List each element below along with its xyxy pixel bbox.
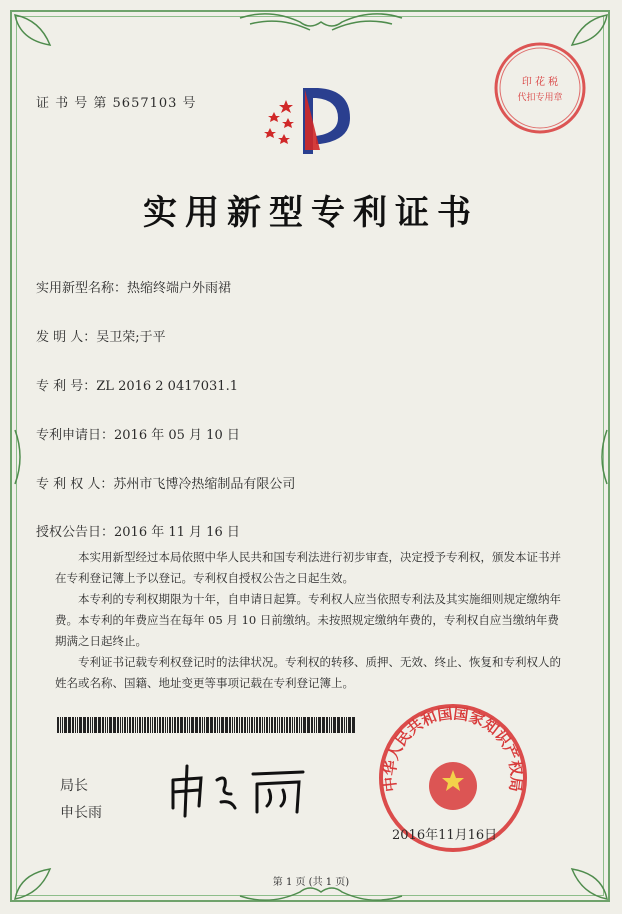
barcode-bar — [75, 717, 76, 733]
barcode-bar — [294, 717, 295, 733]
barcode-bar — [232, 717, 233, 733]
barcode-bar — [221, 717, 223, 733]
field-value: 热缩终端户外雨裙 — [127, 281, 232, 296]
director-title: 局长 — [60, 778, 88, 794]
field-value: 2016 年 05 月 10 日 — [114, 428, 240, 443]
barcode-bar — [105, 717, 106, 733]
barcode-bar — [211, 717, 212, 733]
barcode-bar — [135, 717, 136, 733]
barcode-bar — [352, 717, 353, 733]
barcode-bar — [83, 717, 84, 733]
barcode-bar — [316, 717, 317, 733]
barcode-bar — [87, 717, 89, 733]
barcode-bar — [229, 717, 231, 733]
page-title: 实用新型专利证书 — [143, 193, 479, 233]
barcode-bar — [120, 717, 121, 733]
barcode-bar — [277, 717, 278, 733]
barcode-bar — [217, 717, 218, 733]
paragraph-grant: 本实用新型经过本局依照中华人民共和国专利法进行初步审查，决定授予专利权，颁发本证书并在专利登记簿上予以登记。专利权自授权公告之日起生效。 — [55, 550, 561, 585]
barcode-bar — [132, 717, 134, 733]
barcode-bar — [214, 717, 216, 733]
barcode-bar — [219, 717, 220, 733]
paragraph-term: 本专利的专利权期限为十年，自申请日起算。专利权人应当依照专利法及其实施细则规定缴纳年费。本专利的年费应当在每年 05 月 10 日前缴纳。未按照规定缴纳年费的，专利权自应当缴纳年费期满之日起终止。 — [55, 592, 561, 648]
field-value: 2016 年 11 月 16 日 — [114, 525, 240, 540]
field-label: 专利申请日： — [36, 428, 115, 443]
barcode-bar — [167, 717, 168, 733]
barcode-bar — [189, 717, 190, 733]
field-value: ZL 2016 2 0417031.1 — [96, 379, 238, 394]
barcode-bar — [296, 717, 298, 733]
barcode-bar — [107, 717, 108, 733]
barcode-bar — [117, 717, 119, 733]
barcode-bar — [99, 717, 100, 733]
barcode-bar — [264, 717, 265, 733]
patent-office-logo — [258, 78, 368, 158]
barcode-bar — [109, 717, 111, 733]
barcode-bar — [191, 717, 193, 733]
barcode-bar — [322, 717, 323, 733]
barcode-bar — [311, 717, 313, 733]
barcode-bar — [187, 717, 188, 733]
field-label: 授权公告日： — [36, 525, 115, 540]
barcode-bar — [159, 717, 160, 733]
barcode-bar — [57, 717, 59, 733]
barcode-bar — [180, 717, 181, 733]
field-label: 专 利 权 人： — [36, 477, 114, 492]
barcode-bar — [114, 717, 115, 733]
barcode-bar — [262, 717, 263, 733]
barcode-bar — [129, 717, 130, 733]
barcode-bar — [172, 717, 173, 733]
barcode-bar — [266, 717, 268, 733]
barcode-bar — [256, 717, 257, 733]
barcode-bar — [202, 717, 203, 733]
barcode-bar — [124, 717, 126, 733]
certificate-body — [55, 547, 565, 694]
barcode-bar — [308, 717, 309, 733]
barcode-bar — [204, 717, 205, 733]
svg-text:代扣专用章: 代扣专用章 — [517, 93, 563, 103]
barcode-bar — [323, 717, 324, 733]
barcode-bar — [94, 717, 96, 733]
barcode-bar — [292, 717, 293, 733]
barcode-bar — [139, 717, 141, 733]
barcode-bar — [284, 717, 285, 733]
page-number: 第 1 页 (共 1 页) — [272, 877, 350, 888]
barcode-bar — [314, 717, 315, 733]
barcode-bar — [333, 717, 335, 733]
barcode — [57, 717, 355, 733]
barcode-bar — [199, 717, 201, 733]
barcode-bar — [249, 717, 250, 733]
barcode-bar — [72, 717, 74, 733]
barcode-bar — [154, 717, 156, 733]
svg-text:印 花 税: 印 花 税 — [521, 77, 559, 88]
barcode-bar — [144, 717, 145, 733]
field-patent-number — [36, 375, 238, 394]
barcode-bar — [77, 717, 78, 733]
barcode-bar — [234, 717, 235, 733]
barcode-bar — [69, 717, 70, 733]
field-label: 发 明 人： — [36, 330, 97, 345]
barcode-bar — [289, 717, 291, 733]
field-patentee — [36, 473, 295, 492]
barcode-bar — [279, 717, 280, 733]
barcode-bar — [274, 717, 276, 733]
barcode-bar — [62, 717, 63, 733]
barcode-bar — [174, 717, 175, 733]
field-grant-date — [36, 521, 240, 540]
barcode-bar — [165, 717, 166, 733]
barcode-bar — [259, 717, 261, 733]
barcode-bar — [346, 717, 347, 733]
barcode-bar — [344, 717, 345, 733]
barcode-bar — [247, 717, 248, 733]
barcode-bar — [331, 717, 332, 733]
barcode-bar — [337, 717, 338, 733]
barcode-bar — [90, 717, 91, 733]
barcode-bar — [269, 717, 270, 733]
barcode-bar — [326, 717, 328, 733]
barcode-bar — [271, 717, 272, 733]
barcode-bar — [210, 717, 211, 733]
barcode-bar — [286, 717, 287, 733]
barcode-bar — [303, 717, 305, 733]
barcode-bar — [157, 717, 158, 733]
barcode-bar — [147, 717, 149, 733]
barcode-bar — [152, 717, 153, 733]
barcode-bar — [113, 717, 114, 733]
barcode-bar — [225, 717, 226, 733]
barcode-bar — [142, 717, 143, 733]
barcode-bar — [206, 717, 208, 733]
field-value: 吴卫荣;于平 — [96, 330, 166, 345]
barcode-bar — [341, 717, 343, 733]
barcode-bar — [150, 717, 151, 733]
field-label: 专 利 号： — [36, 379, 97, 394]
barcode-bar — [244, 717, 246, 733]
barcode-bar — [254, 717, 255, 733]
barcode-bar — [102, 717, 104, 733]
tax-stamp-seal — [492, 40, 588, 136]
barcode-bar — [307, 717, 308, 733]
barcode-bar — [239, 717, 240, 733]
barcode-bar — [68, 717, 69, 733]
field-application-date — [36, 424, 240, 443]
certificate-number: 证 书 号 第 5657103 号 — [36, 96, 197, 111]
barcode-bar — [353, 717, 354, 733]
barcode-bar — [329, 717, 330, 733]
barcode-bar — [60, 717, 61, 733]
barcode-bar — [196, 717, 197, 733]
barcode-bar — [169, 717, 171, 733]
barcode-bar — [301, 717, 302, 733]
director-signature — [165, 760, 315, 820]
barcode-bar — [122, 717, 123, 733]
barcode-bar — [137, 717, 138, 733]
barcode-bar — [338, 717, 339, 733]
field-inventor — [36, 326, 166, 345]
barcode-bar — [251, 717, 253, 733]
barcode-bar — [281, 717, 283, 733]
barcode-bar — [226, 717, 227, 733]
barcode-bar — [299, 717, 300, 733]
paragraph-legal-status: 专利证书记载专利权登记时的法律状况。专利权的转移、质押、无效、终止、恢复和专利权人的姓名或名称、国籍、地址变更等事项记载在专利登记簿上。 — [55, 655, 561, 690]
svg-text:中华人民共和国国家知识产权局: 中华人民共和国国家知识产权局 — [380, 704, 526, 793]
barcode-bar — [79, 717, 81, 733]
barcode-bar — [64, 717, 66, 733]
director-name: 申长雨 — [60, 805, 102, 821]
barcode-bar — [241, 717, 242, 733]
barcode-bar — [318, 717, 320, 733]
barcode-bar — [84, 717, 85, 733]
field-label: 实用新型名称： — [36, 281, 128, 296]
barcode-bar — [184, 717, 186, 733]
field-value: 苏州市飞博冷热缩制品有限公司 — [113, 477, 296, 492]
barcode-bar — [162, 717, 164, 733]
barcode-bar — [177, 717, 179, 733]
barcode-bar — [348, 717, 350, 733]
barcode-bar — [236, 717, 238, 733]
barcode-bar — [127, 717, 128, 733]
field-utility-model-name — [36, 277, 231, 296]
barcode-bar — [195, 717, 196, 733]
issue-date: 2016年11月16日 — [392, 828, 498, 843]
barcode-bar — [92, 717, 93, 733]
barcode-bar — [181, 717, 182, 733]
barcode-bar — [98, 717, 99, 733]
